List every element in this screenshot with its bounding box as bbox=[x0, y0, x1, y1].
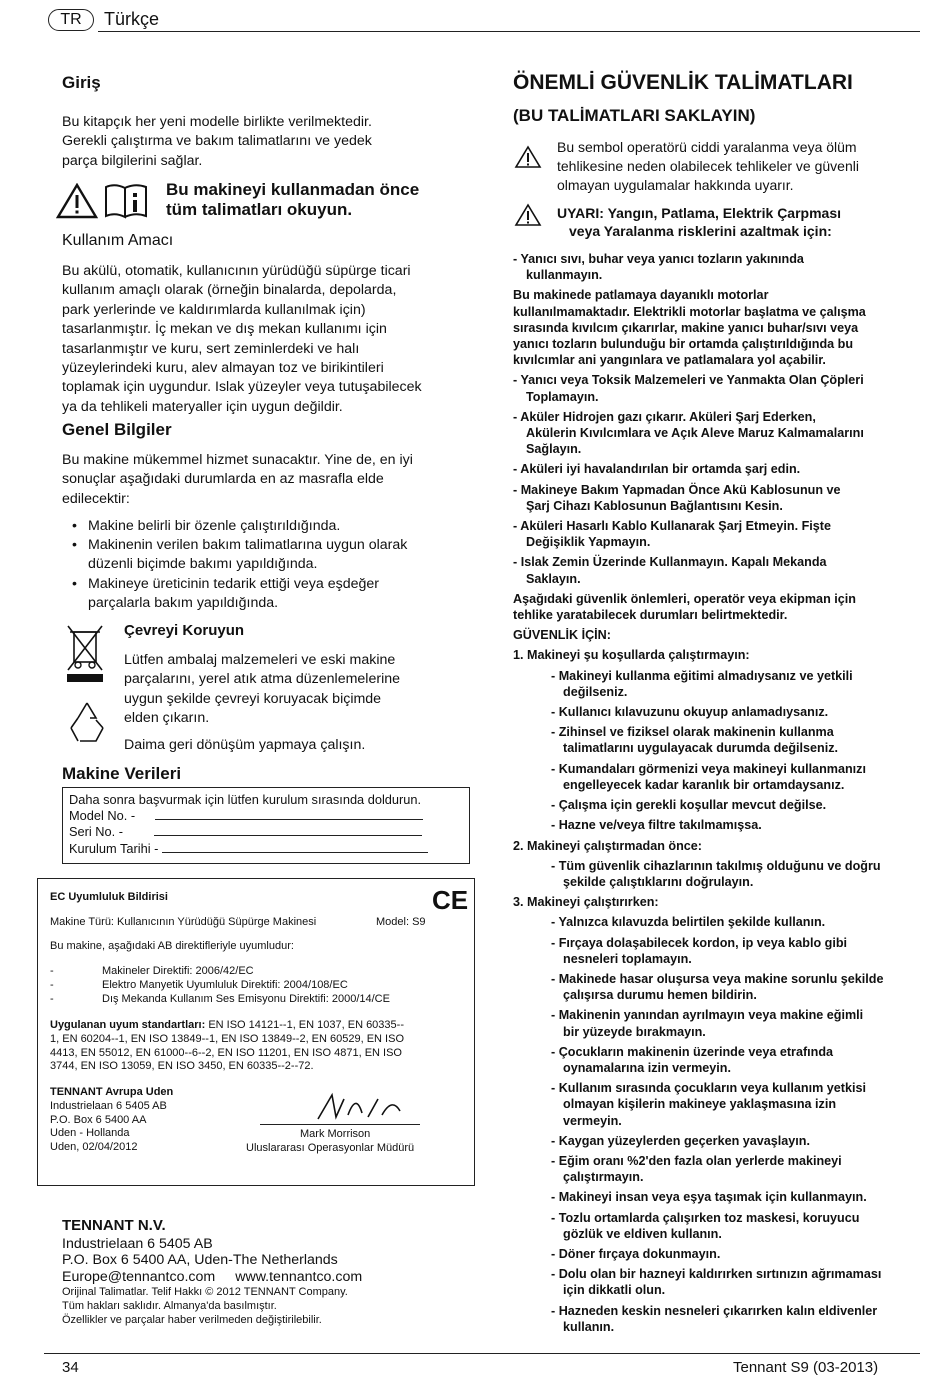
document-id: Tennant S9 (03-2013) bbox=[733, 1359, 879, 1376]
list-item: - Makineyi insan veya eşya taşımak için kullanmayın. bbox=[551, 1190, 867, 1205]
warning-icon bbox=[514, 203, 542, 227]
company-email[interactable]: Europe@tennantco.com bbox=[62, 1268, 216, 1285]
warning-heading: UYARI: Yangın, Patlama, Elektrik Çarpması veya Yaralanma risklerini azaltmak için: bbox=[557, 205, 842, 240]
environment-heading: Çevreyi Koruyun bbox=[124, 622, 245, 639]
recycle-icon bbox=[66, 700, 108, 744]
manual-info-icon bbox=[103, 182, 149, 220]
section-2-heading: 2. Makineyi çalıştırmadan önce: bbox=[513, 838, 702, 853]
signer-title: Uluslararası Operasyonlar Müdürü bbox=[246, 1142, 415, 1154]
warning-item: - Yanıcı veya Toksik Malzemeleri ve Yanmakta Olan Çöpleri Toplamayın. bbox=[513, 373, 864, 404]
footer-rule bbox=[44, 1353, 920, 1354]
list-item: - Kullanıcı kılavuzunu okuyup anlamadıysanız. bbox=[551, 705, 829, 720]
general-info-heading: Genel Bilgiler bbox=[62, 420, 172, 439]
header-rule bbox=[98, 31, 920, 32]
list-item: - Zihinsel ve fiziksel olarak makinenin kullanma talimatlarını uygulayacak durumda değilseniz. bbox=[551, 725, 839, 756]
list-item: - Eğim oranı %2'den fazla olan yerlerde makineyi çalıştırmayın. bbox=[551, 1153, 842, 1185]
signature-image bbox=[308, 1089, 438, 1125]
model-field: Model No. - bbox=[69, 808, 428, 824]
warning-icon bbox=[56, 183, 98, 219]
warning-item: Bu makinede patlamaya dayanıklı motorlar kullanılmamaktadır. Elektrikli motorlar başlatma ve çalışma sırasında kıvılcım çıkarırlar, makine yanıcı buhar/sıvı veya yanıcı tozların bulunduğu bir ortamda çalıştırıldığında bu kıvılcımlar ani yangınlara ve patlamalara yol açabilir. bbox=[513, 288, 866, 368]
section-3-list bbox=[513, 914, 918, 1335]
warning-item: Aşağıdaki güvenlik önlemleri, operatör veya ekipman için tehlike yaratabilecek durumları belirtmektedir. bbox=[513, 591, 856, 623]
ec-model: Model: S9 bbox=[376, 916, 426, 928]
machine-data-box bbox=[62, 787, 470, 864]
general-info-text: Bu makine mükemmel hizmet sunacaktır. Yine de, en iyi sonuçlar aşağıdaki durumlarda en az masrafla elde edilecektir: bbox=[62, 452, 413, 507]
read-instructions: Bu makineyi kullanmadan önce tüm talimatları okuyun. bbox=[166, 180, 420, 219]
safety-label: GÜVENLİK İÇİN: bbox=[513, 628, 611, 643]
warning-item: - Aküleri Hasarlı Kablo Kullanarak Şarj Etmeyin. Fişte Değişiklik Yapmayın. bbox=[513, 519, 831, 550]
list-item: • Makineye üreticinin tedarik ettiği veya eşdeğer parçalarla bakım yapıldığında. bbox=[62, 575, 472, 613]
list-item: - Fırçaya dolaşabilecek kordon, ip veya kablo gibi nesneleri toplamayın. bbox=[551, 935, 848, 966]
ec-directives: - Makineler Direktifi: 2006/42/EC - Elektro Manyetik Uyumluluk Direktifi: 2004/108/EC - Dış Mekanda Kullanım Ses Emisyonu Direktifi: 2000/14/CE bbox=[50, 965, 390, 1005]
warning-icon bbox=[514, 145, 542, 169]
list-item: • Makinenin verilen bakım talimatlarına uygun olarak düzenli biçimde bakımı yapıldığında. bbox=[62, 536, 472, 574]
warning-item: - Makineye Bakım Yapmadan Önce Akü Kablosunun ve Şarj Cihazı Kablosunun Bağlantısını Kesin. bbox=[513, 482, 841, 513]
list-item: - Hazneden keskin nesneleri çıkarırken kalın eldivenler kullanın. bbox=[551, 1303, 878, 1334]
section-1-list bbox=[513, 668, 918, 834]
ec-standards: Uygulanan uyum standartları: EN ISO 14121--1, EN 1037, EN 60335-- 1, EN 60204--1, EN ISO 13849--1, EN ISO 13849--2, EN 60529, EN ISO 4413, EN 55012, EN 61000--6--2, EN ISO 11201, EN ISO 4871, EN ISO 3744, EN ISO 13059, EN ISO 3450, EN 60335--2--72. bbox=[50, 1019, 405, 1073]
list-item: - Çalışma için gerekli koşullar mevcut değilse. bbox=[551, 798, 827, 813]
recycle-text: Daima geri dönüşüm yapmaya çalışın. bbox=[124, 737, 366, 753]
company-website[interactable]: www.tennantco.com bbox=[235, 1268, 363, 1285]
intended-use-text: Bu akülü, otomatik, kullanıcının yürüdüğü süpürge ticari kullanım amaçlı olarak (örneğin binalarda, depolarda, park yerlerinde ve kaldırımlarda kullanılmak için) tasarlanmıştır. İç mekan ve dış mekan kullanımı için tasarlanmıştır ve kuru, sert zeminlerdeki ve halı yüzeylerindeki kuru, alev almayan toz ve birikintileri toplamak için uygundur. Islak yüzeyler veya tutuşabilecek ya da tehlikeli materyaller için uygun değildir. bbox=[62, 263, 422, 415]
section-3-heading: 3. Makineyi çalıştırırken: bbox=[513, 895, 659, 910]
ec-declaration-box bbox=[37, 878, 475, 1186]
ec-title: EC Uyumluluk Bildirisi bbox=[50, 891, 168, 903]
list-item: - Makineyi kullanma eğitimi almadıysanız ve yetkili değilseniz. bbox=[551, 668, 853, 699]
safety-title: ÖNEMLİ GÜVENLİK TALİMATLARI bbox=[513, 71, 853, 94]
safety-subtitle: (BU TALİMATLARI SAKLAYIN) bbox=[513, 106, 756, 125]
environment-text: Lütfen ambalaj malzemeleri ve eski makine parçalarını, yerel atık atma düzenlemelerine uygun şekilde çevreyi koruyacak biçimde elden çıkarın. bbox=[124, 652, 401, 727]
list-item: - Döner fırçaya dokunmayın. bbox=[551, 1246, 721, 1261]
list-item: - Dolu olan bir hazneyi kaldırırken sırtınızın ağrımaması için dikkatli olun. bbox=[551, 1267, 882, 1298]
intro-text: Bu kitapçık her yeni modelle birlikte verilmektedir. Gerekli çalıştırma ve bakım talimatlarını ve yedek parça bilgilerini sağlar. bbox=[62, 114, 372, 169]
general-bullets bbox=[62, 517, 472, 613]
company-address: Industrielaan 6 5405 AB P.O. Box 6 5400 AA, Uden-The Netherlands Europe@tennantco.com www.tennantco.com bbox=[62, 1236, 363, 1285]
language-label: Türkçe bbox=[104, 9, 160, 29]
list-item: - Hazne ve/veya filtre takılmamışsa. bbox=[551, 818, 762, 833]
intended-use-heading: Kullanım Amacı bbox=[62, 232, 174, 249]
intro-heading: Giriş bbox=[62, 73, 101, 92]
section-1-heading: 1. Makineyi şu koşullarda çalıştırmayın: bbox=[513, 648, 750, 663]
list-item: - Yalnızca kılavuzda belirtilen şekilde kullanın. bbox=[551, 915, 826, 930]
list-item: - Makinede hasar oluşursa veya makine sorunlu şekilde çalışırsa durumu hemen bildirin. bbox=[551, 971, 884, 1003]
machine-data-heading: Makine Verileri bbox=[62, 764, 182, 783]
weee-bin-icon bbox=[64, 624, 104, 684]
list-item: - Kaygan yüzeylerden geçerken yavaşlayın. bbox=[551, 1133, 811, 1148]
ec-company: TENNANT Avrupa Uden Industrielaan 6 5405 AB P.O. Box 6 5400 AA Uden - Hollanda Uden, 02/04/2012 bbox=[50, 1086, 174, 1154]
ec-conformity: Bu makine, aşağıdaki AB direktifleriyle uyumludur: bbox=[50, 940, 294, 952]
list-item: - Çocukların makinenin üzerinde veya etrafında oynamalarına izin vermeyin. bbox=[551, 1044, 834, 1075]
company-name: TENNANT N.V. bbox=[62, 1217, 166, 1234]
copyright-notes: Orijinal Talimatlar. Telif Hakkı © 2012 TENNANT Company. Tüm hakları saklıdır. Almanya'da basılmıştır. Özellikler ve parçalar haber verilmeden değiştirilebilir. bbox=[62, 1286, 348, 1327]
list-item: - Kumandaları görmenizi veya makineyi kullanmanızı engelleyecek kadar karanlık bir ortamdaysanız. bbox=[551, 761, 866, 792]
machine-data-intro: Daha sonra başvurmak için lütfen kurulum sırasında doldurun. bbox=[69, 792, 422, 807]
list-item: - Tüm güvenlik cihazlarının takılmış olduğunu ve doğru şekilde çalıştıklarını doğrulayın. bbox=[551, 858, 881, 889]
ce-mark-text: CE bbox=[432, 887, 468, 911]
signature-line bbox=[260, 1124, 420, 1125]
list-item: - Kullanım sırasında çocukların veya kullanım yetkisi olmayan kişilerin makineye yaklaşmasına izin vermeyin. bbox=[551, 1081, 866, 1128]
warnings-list bbox=[513, 251, 918, 1339]
warning-item: - Islak Zemin Üzerinde Kullanmayın. Kapalı Mekanda Saklayın. bbox=[513, 555, 827, 586]
ce-mark-icon bbox=[432, 887, 468, 911]
list-item: - Makinenin yanından ayrılmayın veya makine eğimli bir yüzeyde bırakmayın. bbox=[551, 1008, 864, 1039]
symbol-explanation: Bu sembol operatörü ciddi yaralanma veya ölüm tehlikesine neden olabilecek tehlikeler ve güvenli olmayan uygulamalar hakkında uyarır. bbox=[557, 139, 859, 193]
page-number: 34 bbox=[62, 1359, 79, 1376]
signer-name: Mark Morrison bbox=[300, 1128, 371, 1140]
warning-item: - Yanıcı sıvı, buhar veya yanıcı tozların yakınında kullanmayın. bbox=[513, 252, 804, 283]
list-item: • Makine belirli bir özenle çalıştırıldığında. bbox=[62, 517, 472, 536]
section-2-list bbox=[513, 858, 918, 890]
serial-field: Seri No. - bbox=[69, 824, 428, 840]
install-date-field: Kurulum Tarihi - bbox=[69, 841, 428, 857]
ec-machine-type: Makine Türü: Kullanıcının Yürüdüğü Süpürge Makinesi bbox=[50, 916, 317, 928]
language-badge: TR bbox=[48, 9, 94, 31]
list-item: - Tozlu ortamlarda çalışırken toz maskesi, koruyucu gözlük ve eldiven kullanın. bbox=[551, 1210, 860, 1241]
warning-item: - Aküleri iyi havalandırılan bir ortamda şarj edin. bbox=[513, 462, 801, 477]
warning-item: - Aküler Hidrojen gazı çıkarır. Aküleri Şarj Ederken, Akülerin Kıvılcımlara ve Açık Aleve Maruz Kalmamalarını Sağlayın. bbox=[513, 409, 864, 457]
